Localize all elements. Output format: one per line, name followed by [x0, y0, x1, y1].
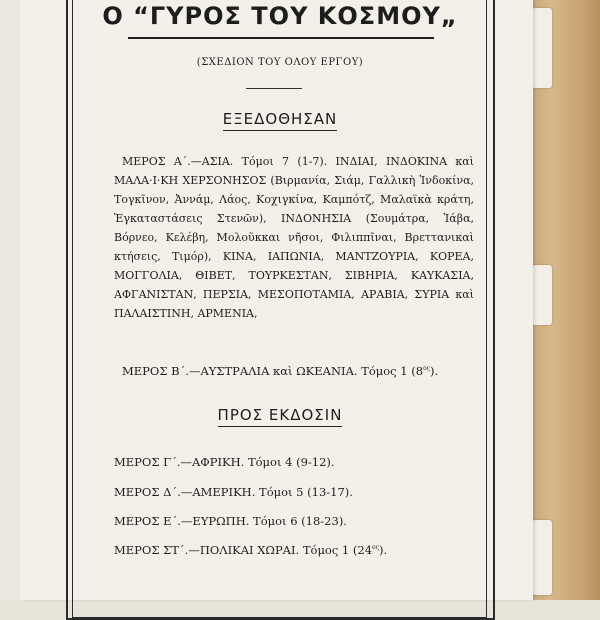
forthcoming-heading-text: ΠΡΟΣ ΕΚΔΟΣΙΝ: [218, 406, 343, 427]
published-heading-text: ΕΞΕΔΟΘΗΣΑΝ: [223, 110, 338, 131]
page-subtitle: (ΣΧΕΔΙΟΝ ΤΟΥ ΟΛΟΥ ΕΡΓΟΥ): [196, 57, 364, 68]
page-title: Ο “ΓΥΡΟΣ ΤΟΥ ΚΟΣΜΟΥ„: [102, 2, 458, 30]
published-heading: [80, 110, 480, 128]
part-f-text: ΜΕΡΟΣ ΣΤ΄.—ΠΟΛΙΚΑΙ ΧΩΡΑΙ. Τόμος 1 (24: [114, 543, 373, 557]
part-b-sup: ος: [423, 365, 431, 373]
forthcoming-heading: [80, 406, 480, 424]
part-b-text: ΜΕΡΟΣ Β΄.—ΑΥΣΤΡΑΛΙΑ καὶ ΩΚΕΑΝΙΑ. Τόμος 1 (8: [122, 364, 424, 378]
part-f-sup: ος: [372, 544, 380, 552]
page-tear: [532, 265, 552, 325]
title-underline: [128, 37, 434, 39]
part-f-entry: [114, 543, 387, 557]
part-b-entry: [122, 364, 438, 378]
part-e-entry: ΜΕΡΟΣ Ε΄.—ΕΥΡΩΠΗ. Τόμοι 6 (18-23).: [114, 514, 347, 528]
part-c-entry: ΜΕΡΟΣ Γ΄.—ΑΦΡΙΚΗ. Τόμοι 4 (9-12).: [114, 455, 335, 469]
page-tear: [532, 520, 552, 595]
part-b-end: ).: [430, 364, 439, 378]
part-d-entry: ΜΕΡΟΣ Δ΄.—ΑΜΕΡΙΚΗ. Τόμοι 5 (13-17).: [114, 485, 353, 499]
divider: [246, 88, 302, 89]
page-tear: [532, 8, 552, 88]
part-f-end: ).: [379, 543, 388, 557]
part-a-entry: ΜΕΡΟΣ Α΄.—ΑΣΙΑ. Τόμοι 7 (1-7). ΙΝΔΙΑΙ, ΙΝΔΟΚΙΝΑ καὶ ΜΑΛΑ·Ι·ΚΗ ΧΕΡΣΟΝΗΣΟΣ (Βιρμανία, Σιάμ, Γαλλικὴ Ἰνδοκίνα, Τογκῖνον, Ἀννάμ, Λάος, Κοχιγκίνα, Καμπότζ, Μαλαϊκὰ κράτη, Ἐγκαταστάσεις Στενῶν), ΙΝΔΟΝΗΣΙΑ (Σουμάτρα, Ἰάβα, Βόρνεο, Κελέβη, Μολοῦκκαι νῆσοι, Φιλιππῖναι, Βρεττανικαὶ κτήσεις, Τιμόρ), ΚΙΝΑ, ΙΑΠΩΝΙΑ, ΜΑΝΤΖΟΥΡΙΑ, ΚΟΡΕΑ, ΜΟΓΓΟΛΙΑ, ΘΙΒΕΤ, ΤΟΥΡΚΕΣΤΑΝ, ΣΙΒΗΡΙΑ, ΚΑΥΚΑΣΙΑ, ΑΦΓΑΝΙΣΤΑΝ, ΠΕΡΣΙΑ, ΜΕΣΟΠΟΤΑΜΙΑ, ΑΡΑΒΙΑ, ΣΥΡΙΑ καὶ ΠΑΛΑΙΣΤΙΝΗ, ΑΡΜΕΝΙΑ,: [114, 155, 474, 320]
document-page: [20, 0, 533, 600]
